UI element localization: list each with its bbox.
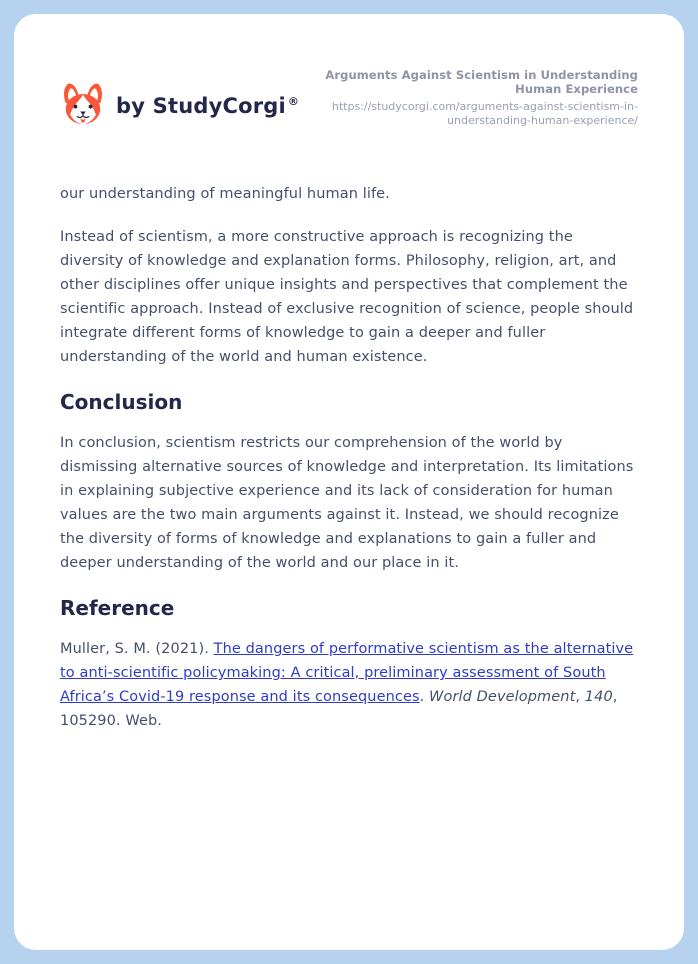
reference-volume: 140 (584, 689, 613, 705)
header-meta (300, 68, 638, 127)
registered-trademark-symbol: ® (287, 95, 300, 108)
conclusion-heading: Conclusion (60, 390, 183, 414)
conclusion-paragraph: In conclusion, scientism restricts our comprehension of the world by dismissing alternative sources of knowledge and interpretation. Its limitations in explaining subjective experience and its lack of consideration for human values are the two main arguments against it. Instead, we should recognize the diversity of forms of knowledge and explanations to gain a fuller and deeper understanding of the world and our place in it. (60, 435, 634, 571)
reference-entry (60, 637, 638, 733)
reference-heading: Reference (60, 596, 175, 620)
reference-comma: , (575, 689, 585, 705)
paragraph-alternative-approach: Instead of scientism, a more constructive approach is recognizing the diversity of knowledge and explanation forms. Philosophy, religion, art, and other disciplines offer unique insights and perspectives that complement the scientific approach. Instead of exclusive recognition of science, people should integrate different forms of knowledge to gain a deeper and fuller understanding of the world and human existence. (60, 229, 634, 365)
document-card (14, 14, 684, 950)
document-source-url: https://studycorgi.com/arguments-against-scientism-in-understanding-human-experience/ (331, 100, 638, 127)
corgi-logo-icon (60, 82, 106, 130)
reference-pages-medium: , 105290. Web. (60, 689, 618, 729)
reference-author-year: Muller, S. M. (2021). (60, 641, 214, 657)
reference-journal-name: World Development (429, 689, 576, 705)
logo-wordmark-text: by StudyCorgi (116, 94, 286, 118)
reference-article-link[interactable]: The dangers of performative scientism as the alternative to anti-scientific policymaking: A critical, preliminary assessment of South Africa’s Covid-19 response and its consequences (60, 641, 634, 705)
reference-separator: . (419, 689, 430, 705)
document-title: Arguments Against Scientism in Understanding Human Experience (325, 68, 638, 96)
logo-wordmark (116, 94, 299, 118)
document-body (60, 182, 638, 733)
page-header (60, 68, 638, 130)
studycorgi-logo (60, 68, 299, 130)
paragraph-continuation: our understanding of meaningful human life. (60, 186, 390, 202)
